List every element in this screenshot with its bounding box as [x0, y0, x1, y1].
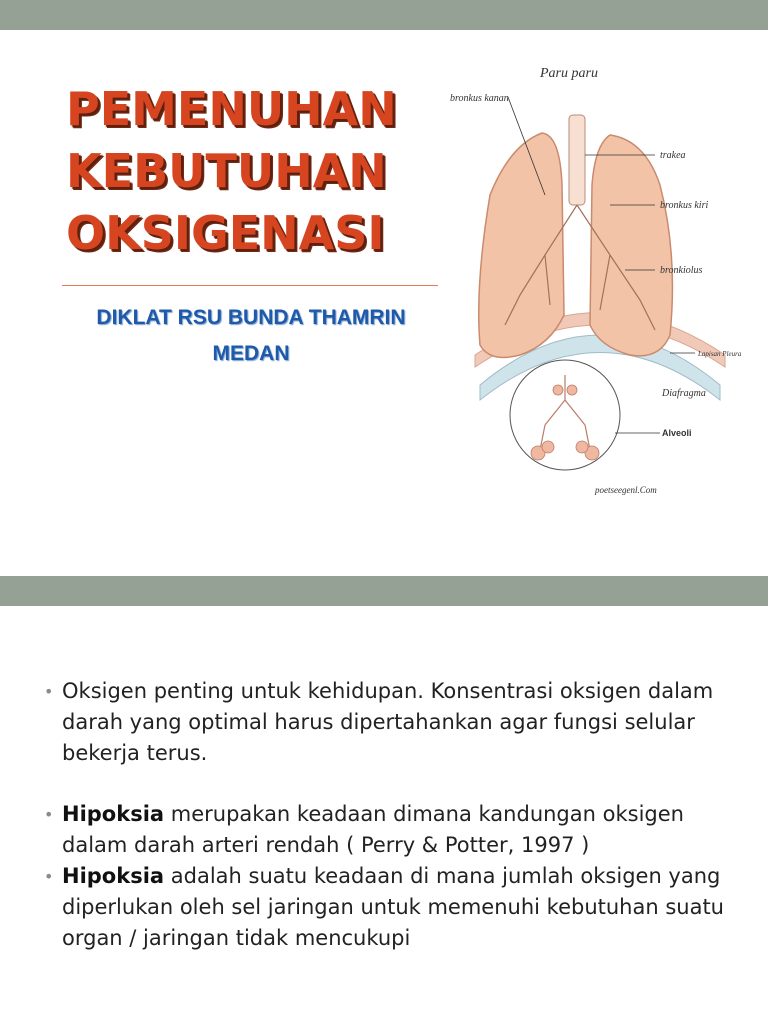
lungs-illustration	[450, 55, 750, 505]
subtitle-line-2: MEDAN	[212, 342, 290, 365]
middle-band	[0, 576, 768, 606]
trachea-shape	[569, 115, 585, 205]
label-bronkus-kanan: bronkus kanan	[450, 93, 509, 104]
subtitle-line-1: DIKLAT RSU BUNDA THAMRIN	[96, 306, 406, 329]
bullet-item	[44, 861, 744, 954]
label-bronkus-kiri: bronkus kiri	[660, 200, 709, 211]
title-divider	[62, 285, 438, 286]
slide-title	[66, 78, 397, 264]
title-line-2: KEBUTUHAN	[66, 144, 387, 198]
label-bronkiolus: bronkiolus	[660, 265, 703, 276]
top-band	[0, 0, 768, 30]
bullet-text: Oksigen penting untuk kehidupan. Konsentrasi oksigen dalam darah yang optimal harus dipertahankan agar fungsi selular bekerja terus.	[62, 679, 714, 765]
figure-credit: poetseegenl.Com	[595, 485, 657, 495]
bullet-item	[44, 676, 744, 769]
bullet-dot-icon: •	[44, 867, 54, 886]
title-line-1: PEMENUHAN	[66, 82, 397, 136]
title-line-3: OKSIGENASI	[66, 206, 385, 260]
bullet-keyword: Hipoksia	[62, 802, 165, 826]
bullet-text: merupakan keadaan dimana kandungan oksigen dalam darah arteri rendah ( Perry & Potter, 1997 )	[62, 802, 684, 857]
left-lung-shape	[590, 135, 672, 356]
label-diafragma: Diafragma	[662, 388, 706, 399]
bullet-dot-icon: •	[44, 805, 54, 824]
bullet-text: adalah suatu keadaan di mana jumlah oksigen yang diperlukan oleh sel jaringan untuk memenuhi kebutuhan suatu organ / jaringan tidak mencukupi	[62, 864, 724, 950]
slide-subtitle	[60, 300, 442, 372]
label-trakea: trakea	[660, 150, 686, 161]
figure-title: Paru paru	[540, 66, 598, 81]
bullet-keyword: Hipoksia	[62, 864, 165, 888]
bullet-dot-icon: •	[44, 682, 54, 701]
bullet-list	[44, 676, 744, 954]
label-lapisan-pleura: Lapisan Pleura	[698, 350, 742, 358]
label-alveoli: Alveoli	[662, 428, 692, 438]
bullet-item	[44, 799, 744, 861]
